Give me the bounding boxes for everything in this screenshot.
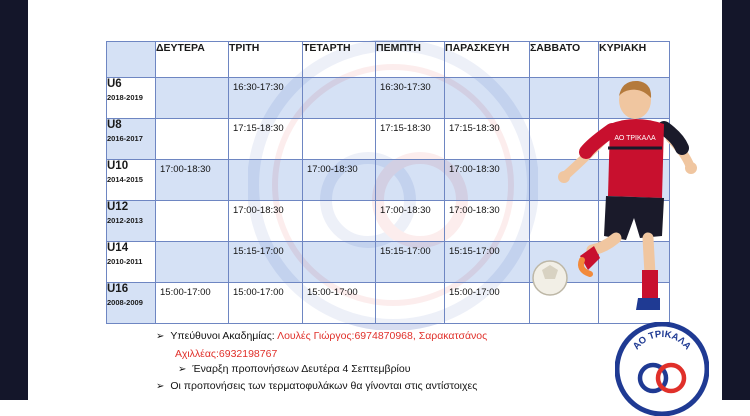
- time-slot: [445, 78, 529, 82]
- day-header: ΤΕΤΑΡΤΗ: [303, 42, 376, 78]
- responsible-names: Λουλές Γιώργος:6974870968, Σαρακατσάνος: [277, 330, 488, 342]
- time-cell: [156, 78, 229, 119]
- time-cell: [376, 201, 445, 242]
- time-cell: [229, 119, 303, 160]
- age-group-label: U16: [107, 283, 129, 295]
- time-slot: 17:15-18:30: [380, 123, 431, 134]
- time-cell: [445, 78, 530, 119]
- time-slot: 17:00-18:30: [449, 164, 500, 175]
- corner-cell: [107, 42, 156, 78]
- time-cell: [376, 160, 445, 201]
- time-cell: [445, 160, 530, 201]
- age-group-cell: [107, 201, 156, 242]
- birth-years-label: 2012-2013: [107, 216, 143, 225]
- age-group-cell: [107, 283, 156, 324]
- time-cell: [156, 201, 229, 242]
- time-cell: [303, 78, 376, 119]
- responsible-label: Υπεύθυνοι Ακαδημίας:: [170, 330, 275, 342]
- age-group-cell: [107, 160, 156, 201]
- time-slot: 15:15-17:00: [233, 246, 284, 257]
- birth-years-label: 2008-2009: [107, 298, 143, 307]
- age-group-cell: [107, 78, 156, 119]
- time-cell: [303, 160, 376, 201]
- age-group-label: U14: [107, 242, 129, 254]
- time-slot: 16:30-17:30: [380, 82, 431, 93]
- day-header: ΔΕΥΤΕΡΑ: [156, 42, 229, 78]
- birth-years-label: 2014-2015: [107, 175, 143, 184]
- young-player-image: [530, 78, 705, 314]
- arrow-bullet-icon: ➢: [156, 331, 165, 342]
- time-slot: 15:15-17:00: [380, 246, 431, 257]
- time-cell: [376, 242, 445, 283]
- time-slot: 15:00-17:00: [233, 287, 284, 298]
- time-slot: 17:15-18:30: [449, 123, 500, 134]
- birth-years-label: 2010-2011: [107, 257, 143, 266]
- time-slot: [156, 119, 228, 123]
- time-slot: [303, 242, 375, 246]
- time-cell: [229, 160, 303, 201]
- time-slot: 17:00-18:30: [160, 164, 211, 175]
- time-cell: [376, 283, 445, 324]
- time-slot: [229, 160, 302, 164]
- time-slot: 17:00-18:30: [233, 205, 284, 216]
- goalkeepers-line: [156, 380, 477, 392]
- time-cell: [445, 201, 530, 242]
- day-header: ΣΑΒΒΑΤΟ: [530, 42, 599, 78]
- logo-text: ΑΟ ΤΡΙΚΑΛΑ: [630, 328, 694, 353]
- table-header-row: [107, 42, 670, 78]
- age-group-label: U8: [107, 119, 122, 131]
- start-text: Έναρξη προπονήσεων Δευτέρα 4 Σεπτεμβρίου: [192, 363, 411, 375]
- age-group-label: U6: [107, 78, 122, 90]
- shirt-print: ΑΟ ΤΡΙΚΑΛΑ: [614, 135, 656, 142]
- time-cell: [445, 242, 530, 283]
- age-group-cell: [107, 242, 156, 283]
- day-header: ΚΥΡΙΑΚΗ: [599, 42, 670, 78]
- time-slot: [376, 160, 444, 164]
- time-slot: [156, 242, 228, 246]
- time-cell: [156, 119, 229, 160]
- time-cell: [303, 201, 376, 242]
- time-cell: [376, 119, 445, 160]
- time-slot: [156, 78, 228, 82]
- birth-years-label: 2016-2017: [107, 134, 143, 143]
- time-cell: [303, 283, 376, 324]
- start-line: [178, 363, 410, 375]
- arrow-bullet-icon: ➢: [156, 381, 165, 392]
- time-cell: [376, 78, 445, 119]
- left-dark-band: [0, 0, 28, 400]
- club-logo: [615, 322, 709, 416]
- time-cell: [156, 283, 229, 324]
- birth-years-label: 2018-2019: [107, 93, 143, 102]
- day-header: ΠΑΡΑΣΚΕΥΗ: [445, 42, 530, 78]
- time-cell: [229, 283, 303, 324]
- time-slot: 17:00-18:30: [307, 164, 358, 175]
- right-dark-band: [722, 0, 750, 400]
- goalkeepers-text: Οι προπονήσεις των τερματοφυλάκων θα γίνονται στις αντίστοιχες: [170, 380, 478, 392]
- time-slot: 17:00-18:30: [449, 205, 500, 216]
- arrow-bullet-icon: ➢: [178, 364, 187, 375]
- time-slot: 17:00-18:30: [380, 205, 431, 216]
- time-slot: 15:00-17:00: [307, 287, 358, 298]
- time-cell: [303, 242, 376, 283]
- time-cell: [156, 160, 229, 201]
- age-group-label: U10: [107, 160, 129, 172]
- time-slot: [303, 119, 375, 123]
- time-cell: [229, 78, 303, 119]
- time-slot: [303, 78, 375, 82]
- time-cell: [229, 242, 303, 283]
- time-slot: 15:00-17:00: [449, 287, 500, 298]
- time-cell: [303, 119, 376, 160]
- responsible-line: [156, 330, 487, 342]
- time-cell: [156, 242, 229, 283]
- time-slot: [303, 201, 375, 205]
- time-slot: 15:15-17:00: [449, 246, 500, 257]
- day-header: ΠΕΜΠΤΗ: [376, 42, 445, 78]
- time-slot: 15:00-17:00: [160, 287, 211, 298]
- responsible-names-continued: Αχιλλέας:6932198767: [175, 348, 278, 360]
- age-group-cell: [107, 119, 156, 160]
- time-cell: [445, 283, 530, 324]
- age-group-label: U12: [107, 201, 129, 213]
- time-cell: [229, 201, 303, 242]
- day-header: ΤΡΙΤΗ: [229, 42, 303, 78]
- time-slot: [156, 201, 228, 205]
- time-cell: [445, 119, 530, 160]
- time-slot: [376, 283, 444, 287]
- time-slot: 17:15-18:30: [233, 123, 284, 134]
- time-slot: 16:30-17:30: [233, 82, 284, 93]
